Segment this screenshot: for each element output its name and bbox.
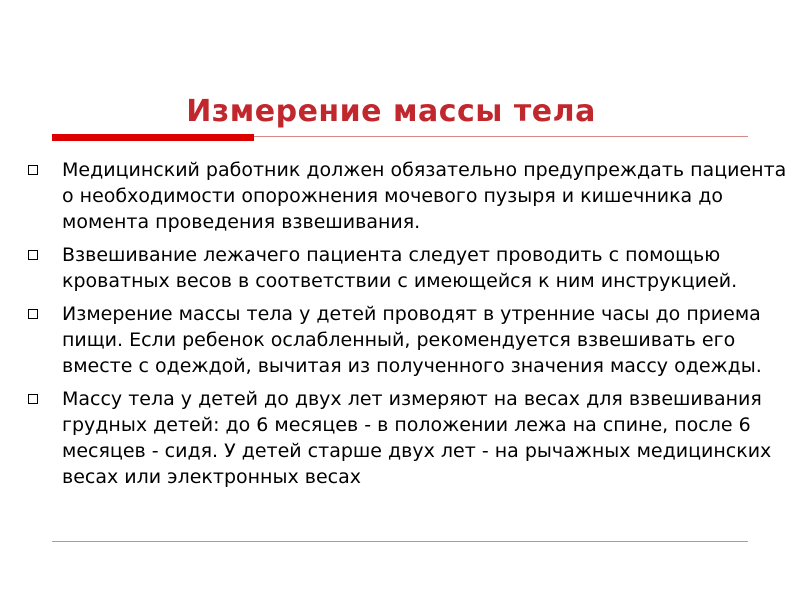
bullet-item: [28, 157, 788, 235]
bullet-item: [28, 242, 788, 294]
bullet-text: Взвешивание лежачего пациента следует проводить с помощью кроватных весов в соответствии с имеющейся к ним инструкцией.: [62, 244, 738, 292]
bullet-text: Измерение массы тела у детей проводят в утренние часы до приема пищи. Если ребенок ослабленный, рекомендуется взвешивать его вместе с одеждой, вычитая из полученного значения массу одежды.: [62, 303, 762, 377]
square-bullet-icon: [28, 250, 38, 260]
footer-rule: [52, 541, 748, 542]
bullet-text: Медицинский работник должен обязательно предупреждать пациента о необходимости опорожнения мочевого пузыря и кишечника до момента проведения взвешивания.: [62, 159, 787, 233]
bullet-item: [28, 386, 788, 490]
square-bullet-icon: [28, 165, 38, 175]
bullet-list: [28, 157, 788, 497]
title-accent-bar: [52, 134, 254, 141]
square-bullet-icon: [28, 309, 38, 319]
bullet-item: [28, 301, 788, 379]
bullet-text: Массу тела у детей до двух лет измеряют на весах для взвешивания грудных детей: до 6 месяцев - в положении лежа на спине, после 6 месяцев - сидя. У детей старше двух лет - на рычажных медицинских весах или электронных весах: [62, 388, 772, 488]
slide-title: Измерение массы тела: [186, 94, 596, 129]
square-bullet-icon: [28, 394, 38, 404]
